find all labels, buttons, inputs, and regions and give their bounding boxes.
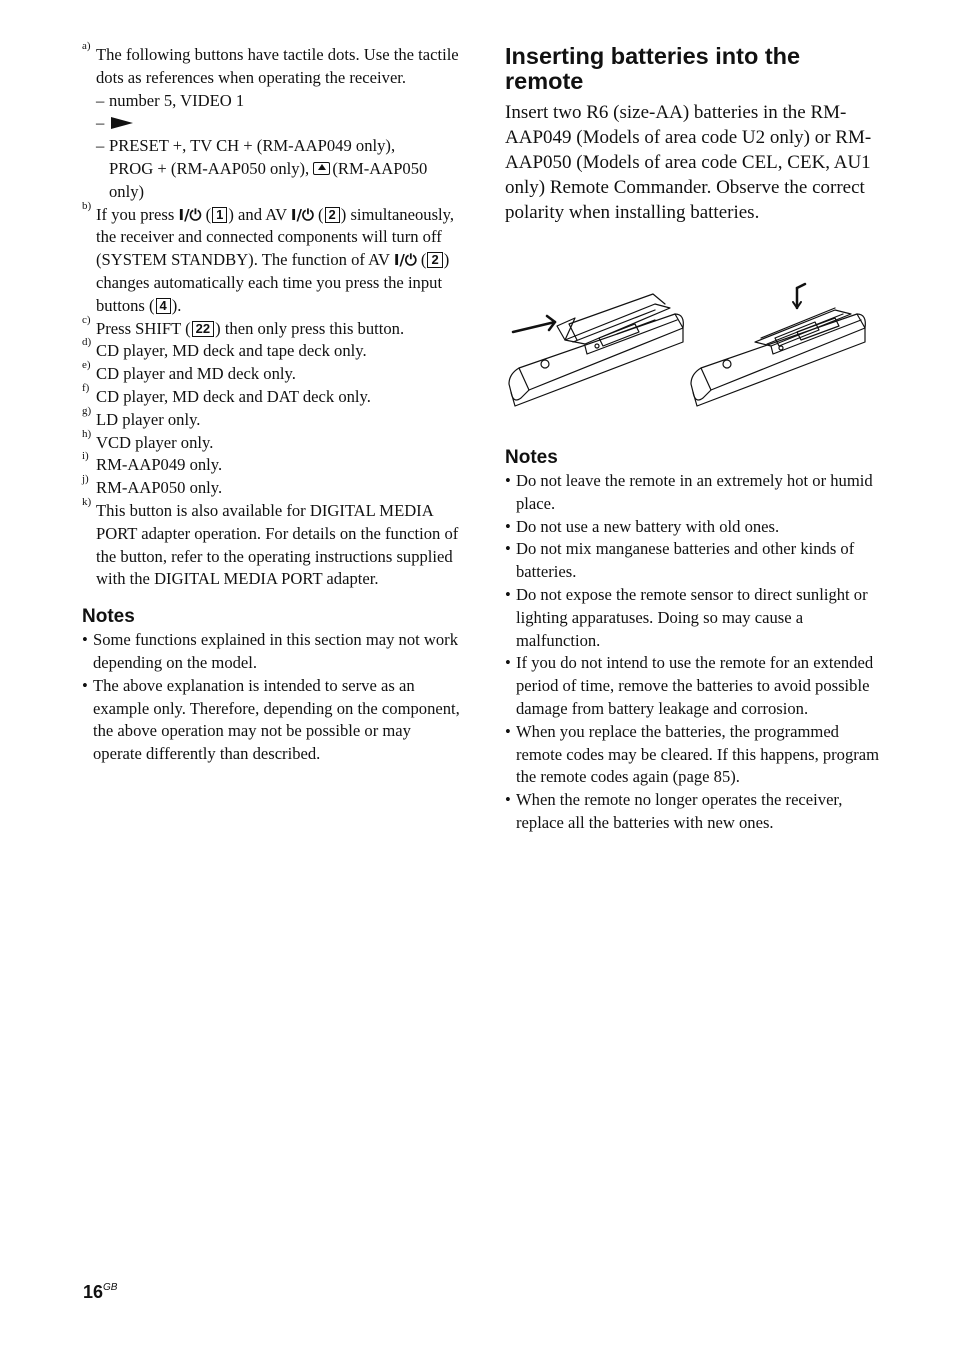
battery-insertion-illustration [505, 280, 870, 415]
bullet: • [505, 516, 511, 536]
note-item [82, 629, 462, 675]
footnote-text: ). [171, 295, 182, 315]
power-icon: I/⏻ [393, 251, 417, 270]
remote-right-drawing [691, 284, 865, 406]
power-icon: I/⏻ [290, 205, 314, 224]
footnote-text: This button is also available for DIGITAL MEDIA PORT adapter operation. For details on the function of the button, refer to the operating instructions supplied with the DIGITAL MEDIA PORT adapter. [96, 500, 459, 589]
tactile-item-text: only) [109, 181, 145, 201]
note-item [82, 675, 462, 766]
note-item [505, 721, 883, 789]
play-icon [111, 117, 133, 129]
footnote-text: The following buttons have tactile dots. Use the tactile dots as references when operating the receiver. [96, 45, 459, 87]
footnote-marker: e) [82, 359, 91, 372]
display-icon [313, 162, 330, 175]
page-number [83, 1282, 117, 1303]
footnote-text: CD player, MD deck and DAT deck only. [96, 386, 371, 406]
footnote-marker: d) [82, 336, 92, 349]
footnote-text: If you press [96, 204, 179, 224]
footnote-marker: f) [82, 381, 90, 394]
note-item [505, 652, 883, 720]
footnote-marker: k) [82, 495, 92, 508]
footnote-text: simultaneously, the receiver and connected components will turn off (SYSTEM STANDBY). The function of AV [96, 204, 455, 270]
tactile-item [82, 135, 462, 203]
bullet: • [505, 539, 511, 559]
footnote-a [82, 40, 462, 90]
tactile-item-text: (RM-AAP050 [332, 158, 428, 178]
bullet: • [505, 790, 511, 810]
note-item [505, 538, 883, 584]
footnote-marker: j) [82, 473, 89, 486]
page-number-value: 16 [83, 1282, 104, 1302]
note-item [505, 584, 883, 652]
note-item [505, 516, 883, 539]
footnote-text: CD player, MD deck and tape deck only. [96, 341, 367, 361]
note-text: Do not mix manganese batteries and other kinds of batteries. [516, 539, 855, 582]
right-column [505, 44, 883, 225]
footnote-marker: h) [82, 427, 92, 440]
footnote-text: CD player and MD deck only. [96, 364, 296, 384]
footnote-text: LD player only. [96, 409, 201, 429]
note-text: If you do not intend to use the remote for an extended period of time, remove the batteries to avoid possible damage from battery leakage and corrosion. [516, 653, 874, 718]
footnote-g [82, 404, 462, 432]
dash: – [96, 113, 105, 133]
footnote-text: ) then only press this button. [215, 318, 405, 338]
footnote-marker: c) [82, 313, 91, 326]
footnote-i [82, 450, 462, 477]
note-item [505, 789, 883, 835]
power-icon: I/⏻ [178, 205, 202, 224]
bullet: • [505, 471, 511, 490]
note-text: When you replace the batteries, the programmed remote codes may be cleared. If this happens, program the remote codes again (page 85). [516, 721, 880, 787]
footnote-marker: a) [82, 40, 91, 52]
dash: – [96, 90, 105, 110]
note-text: Do not expose the remote sensor to direct sunlight or lighting apparatuses. Doing so may cause a malfunction. [516, 584, 868, 650]
right-notes [505, 446, 883, 835]
key-number: 2 [427, 252, 442, 268]
key-number: 22 [192, 321, 214, 337]
footnote-d [82, 336, 462, 363]
bullet: • [505, 584, 511, 604]
footnote-text: changes automatically each time you press the input buttons ( [96, 272, 443, 315]
section-intro: Insert two R6 (size-AA) batteries in the RM-AAP049 (Models of area code U2 only) or RM-AAP050 (Models of area code CEL, CEK, AU1 only) Remote Commander. Observe the correct polarity when installing batteries. [505, 102, 872, 223]
tactile-item [82, 112, 462, 135]
note-item [505, 470, 883, 516]
bullet: • [82, 630, 88, 650]
footnote-marker: i) [82, 450, 89, 463]
footnote-text: and AV [233, 204, 291, 224]
footnote-f [82, 381, 462, 409]
left-column [82, 40, 462, 766]
bullet: • [82, 675, 88, 695]
remote-left-drawing [509, 294, 683, 406]
notes-heading: Notes [82, 606, 135, 628]
tactile-item [82, 90, 462, 113]
footnote-text: Press SHIFT ( [96, 318, 191, 338]
footnote-marker: b) [82, 199, 92, 212]
footnote-h [82, 427, 462, 455]
tactile-item-text: PROG + (RM-AAP050 only), [109, 158, 310, 178]
section-title: Inserting batteries into the remote [505, 43, 801, 94]
footnote-k [82, 495, 462, 591]
note-text: Some functions explained in this section may not work depending on the model. [93, 630, 459, 672]
note-text: Do not use a new battery with old ones. [516, 516, 780, 536]
note-text: Do not leave the remote in an extremely hot or humid place. [516, 471, 873, 513]
bullet: • [505, 721, 511, 741]
note-text: When the remote no longer operates the receiver, replace all the batteries with new ones. [516, 790, 843, 832]
notes-heading: Notes [505, 447, 558, 468]
dash: – [96, 136, 105, 156]
footnote-marker: g) [82, 404, 92, 417]
tactile-item-text: PRESET +, TV CH + (RM-AAP049 only), [109, 136, 396, 156]
page-number-suffix: GB [103, 1282, 118, 1293]
tactile-item-text: number 5, VIDEO 1 [109, 90, 245, 110]
footnote-text: RM-AAP049 only. [96, 455, 223, 475]
footnote-j [82, 473, 462, 500]
footnote-text: VCD player only. [96, 432, 214, 452]
footnote-b: b) If you press I/⏻ ( 1 ) and AV I/⏻ ( 2 ) simultaneously, the receiver and connected components will turn off (SYSTEM STANDBY). The function of AV I/⏻ ( 2 ) changes automatically each time you press the input buttons ( 4 ). [82, 199, 455, 315]
key-number: 4 [156, 298, 171, 314]
key-number: 1 [212, 207, 227, 223]
footnote-text: RM-AAP050 only. [96, 478, 223, 498]
bullet: • [505, 653, 511, 673]
footnote-c [82, 313, 462, 341]
key-number: 2 [325, 207, 340, 223]
footnote-e [82, 359, 462, 386]
note-text: The above explanation is intended to serve as an example only. Therefore, depending on the component, the above operation may not be possible or may operate differently than described. [93, 675, 460, 764]
